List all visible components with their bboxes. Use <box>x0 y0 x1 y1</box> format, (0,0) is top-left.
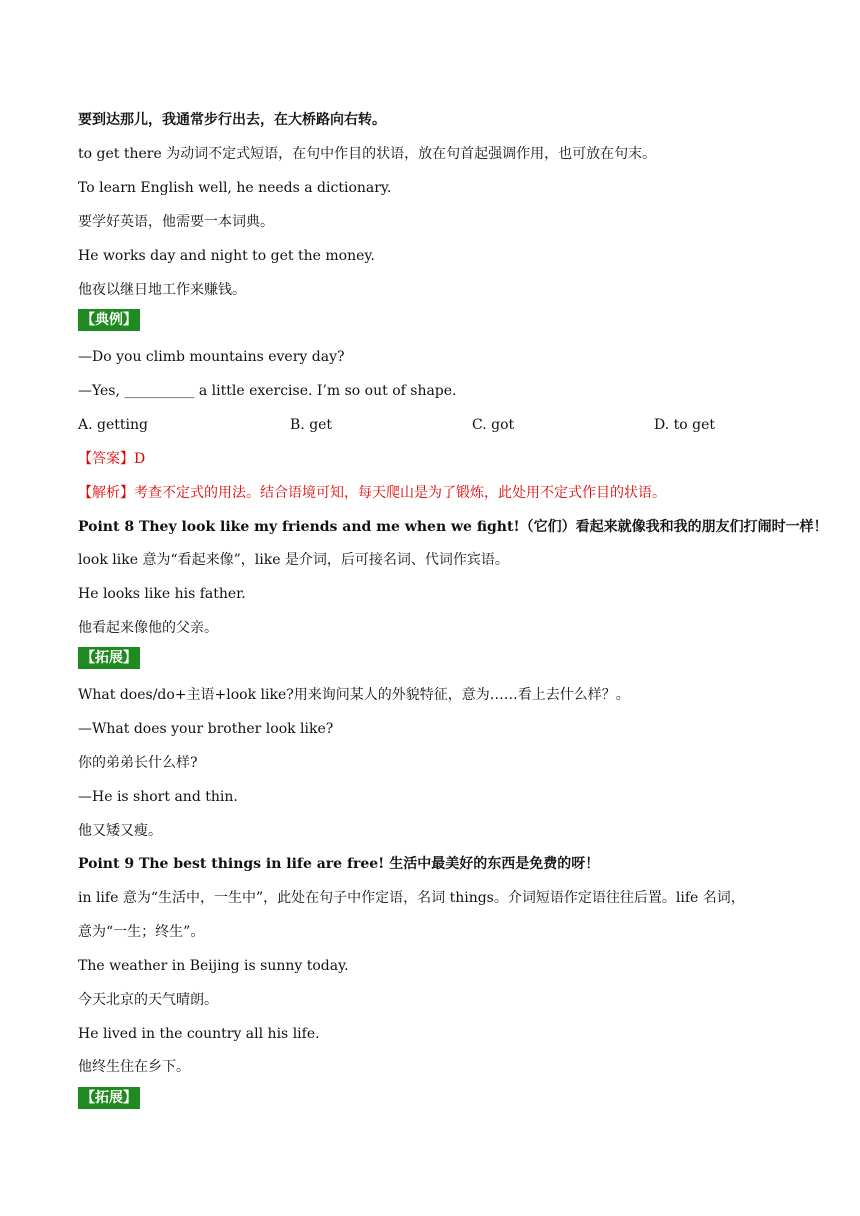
option-b: B. get <box>290 417 333 433</box>
intro-sentence-translation: 要到达那儿，我通常步行出去，在大桥路向右转。 <box>78 112 386 128</box>
example-translation: 今天北京的天气晴朗。 <box>78 992 218 1008</box>
example-sentence: —He is short and thin. <box>78 789 238 805</box>
answer-line: 【答案】D <box>78 451 146 467</box>
example-translation: 他又矮又瘦。 <box>78 823 162 839</box>
grammar-explanation: look like 意为“看起来像”，like 是介词，后可接名词、代词作宾语。 <box>78 552 509 568</box>
example-sentence: —What does your brother look like? <box>78 721 334 737</box>
grammar-explanation: What does/do+主语+look like?用来询问某人的外貌特征，意为……看上去什么样？。 <box>78 687 630 703</box>
example-translation: 要学好英语，他需要一本词典。 <box>78 214 274 230</box>
example-translation: 他夜以继日地工作来赚钱。 <box>78 282 246 298</box>
option-d: D. to get <box>654 417 716 433</box>
grammar-explanation: 意为“一生；终生”。 <box>78 924 205 940</box>
grammar-explanation: in life 意为“生活中，一生中”，此处在句子中作定语，名词 things。介词短语作定语往往后置。life 名词， <box>78 890 745 906</box>
section-tag-extension: 【拓展】 <box>78 647 140 669</box>
example-sentence: To learn English well, he needs a dictionary. <box>78 180 392 196</box>
example-translation: 他看起来像他的父亲。 <box>78 620 218 636</box>
section-tag-example: 【典例】 <box>78 309 140 331</box>
example-sentence: He works day and night to get the money. <box>78 248 375 264</box>
section-tag-extension: 【拓展】 <box>78 1087 140 1109</box>
point-heading: Point 9 The best things in life are free! 生活中最美好的东西是免费的呀！ <box>78 856 600 872</box>
analysis-line: 【解析】考查不定式的用法。结合语境可知，每天爬山是为了锻炼，此处用不定式作目的状语。 <box>78 485 666 501</box>
example-translation: 你的弟弟长什么样? <box>78 755 198 771</box>
option-c: C. got <box>472 417 515 433</box>
example-sentence: He lived in the country all his life. <box>78 1026 320 1042</box>
example-sentence: The weather in Beijing is sunny today. <box>78 958 349 974</box>
option-a: A. getting <box>78 417 148 433</box>
grammar-explanation: to get there 为动词不定式短语，在句中作目的状语，放在句首起强调作用，也可放在句末。 <box>78 146 657 162</box>
point-heading: Point 8 They look like my friends and me when we fight!（它们）看起来就像我和我的朋友们打闹时一样！ <box>78 519 828 535</box>
example-translation: 他终生住在乡下。 <box>78 1059 190 1075</box>
example-sentence: He looks like his father. <box>78 586 246 602</box>
question-line: —Do you climb mountains every day? <box>78 349 345 365</box>
question-line: —Yes, __________ a little exercise. I’m so out of shape. <box>78 383 457 399</box>
